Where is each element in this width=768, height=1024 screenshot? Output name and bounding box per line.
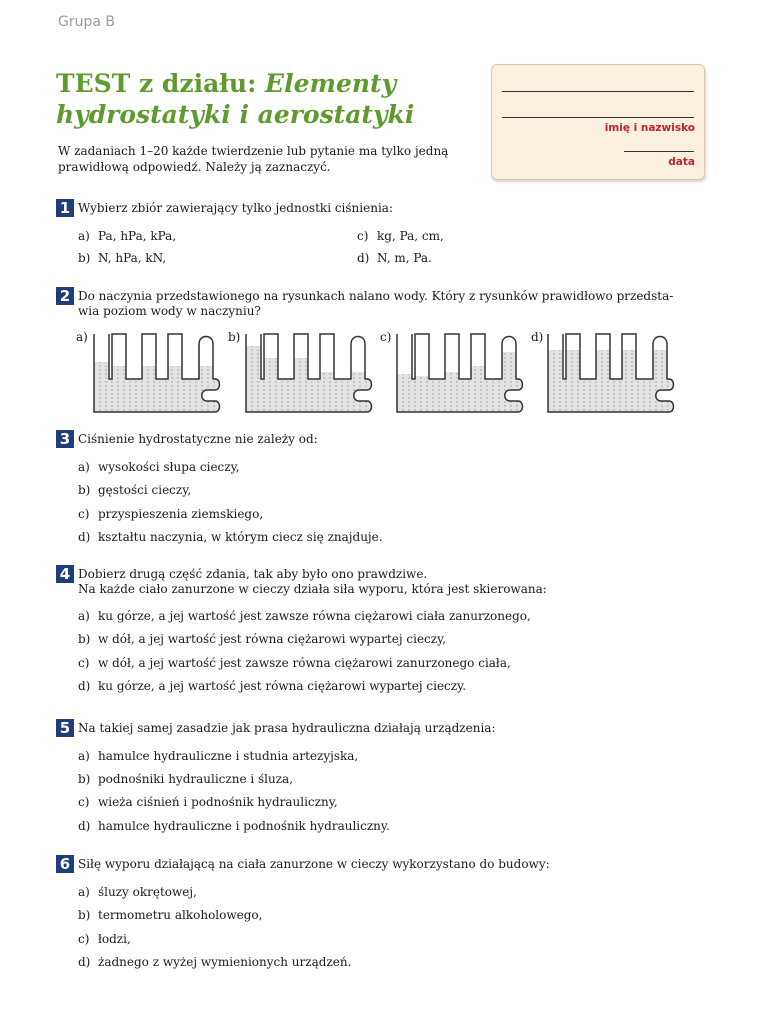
question-number: 1 — [56, 199, 74, 217]
figure-label-b[interactable]: b) — [228, 330, 241, 344]
option-1a[interactable]: a) Pa, hPa, kPa, — [78, 229, 177, 243]
option-1d[interactable]: d) N, m, Pa. — [357, 251, 432, 265]
option-3b[interactable]: b) gęstości cieczy, — [78, 483, 192, 497]
title-regular: TEST z działu: — [56, 69, 266, 98]
figure-label-c[interactable]: c) — [380, 330, 392, 344]
option-3c[interactable]: c) przyspieszenia ziemskiego, — [78, 507, 264, 521]
question-1 — [56, 199, 716, 217]
instructions: W zadaniach 1–20 każde twierdzenie lub pytanie ma tylko jedną prawidłową odpowiedź. Należy ją zaznaczyć. — [58, 144, 449, 174]
name-label: imię i nazwisko — [604, 122, 695, 134]
name-date-box — [491, 64, 705, 180]
question-3 — [56, 430, 716, 448]
question-4 — [56, 565, 716, 597]
question-6 — [56, 855, 716, 873]
question-number: 6 — [56, 855, 74, 873]
title-italic-1: Elementy — [265, 69, 397, 98]
name-line-2[interactable] — [502, 117, 694, 118]
vessel-figure-b[interactable] — [244, 332, 374, 414]
option-4c[interactable]: c) w dół, a jej wartość jest zawsze równa ciężarowi zanurzonego ciała, — [78, 656, 511, 670]
question-2 — [56, 287, 716, 319]
figure-label-a[interactable]: a) — [76, 330, 88, 344]
title-italic-2: hydrostatyki i aerostatyki — [56, 100, 415, 129]
figure-label-d[interactable]: d) — [531, 330, 544, 344]
question-number: 3 — [56, 430, 74, 448]
option-3a[interactable]: a) wysokości słupa cieczy, — [78, 460, 240, 474]
option-4d[interactable]: d) ku górze, a jej wartość jest równa ciężarowi wypartej cieczy. — [78, 679, 467, 693]
question-text: Do naczynia przedstawionego na rysunkach nalano wody. Który z rysunków prawidłowo przedsta- wia poziom wody w naczyniu? — [78, 289, 674, 318]
vessel-figure-c[interactable] — [395, 332, 525, 414]
option-1b[interactable]: b) N, hPa, kN, — [78, 251, 167, 265]
option-5c[interactable]: c) wieża ciśnień i podnośnik hydrauliczny, — [78, 795, 338, 809]
vessel-figure-d[interactable] — [546, 332, 676, 414]
question-text: Na takiej samej zasadzie jak prasa hydrauliczna działają urządzenia: — [78, 721, 496, 735]
option-6c[interactable]: c) łodzi, — [78, 932, 131, 946]
option-4a[interactable]: a) ku górze, a jej wartość jest zawsze równa ciężarowi ciała zanurzonego, — [78, 609, 531, 623]
vessel-figure-a[interactable] — [92, 332, 222, 414]
option-6b[interactable]: b) termometru alkoholowego, — [78, 908, 263, 922]
name-line-1[interactable] — [502, 91, 694, 92]
option-5b[interactable]: b) podnośniki hydrauliczne i śluza, — [78, 772, 294, 786]
question-number: 4 — [56, 565, 74, 583]
question-text: Dobierz drugą część zdania, tak aby było ono prawdziwe. Na każde ciało zanurzone w cieczy działa siła wyporu, która jest skierowana: — [78, 567, 547, 596]
date-line[interactable] — [624, 151, 694, 152]
option-6a[interactable]: a) śluzy okrętowej, — [78, 885, 197, 899]
question-text: Wybierz zbiór zawierający tylko jednostki ciśnienia: — [78, 201, 393, 215]
question-5 — [56, 719, 716, 737]
question-number: 5 — [56, 719, 74, 737]
page-title — [56, 68, 476, 130]
option-5a[interactable]: a) hamulce hydrauliczne i studnia artezyjska, — [78, 749, 359, 763]
question-text: Siłę wyporu działającą na ciała zanurzone w cieczy wykorzystano do budowy: — [78, 857, 550, 871]
option-6d[interactable]: d) żadnego z wyżej wymienionych urządzeń. — [78, 955, 352, 969]
group-label: Grupa B — [58, 14, 115, 30]
date-label: data — [668, 156, 695, 168]
option-3d[interactable]: d) kształtu naczynia, w którym ciecz się znajduje. — [78, 530, 383, 544]
option-4b[interactable]: b) w dół, a jej wartość jest równa ciężarowi wypartej cieczy, — [78, 632, 447, 646]
question-text: Ciśnienie hydrostatyczne nie zależy od: — [78, 432, 318, 446]
option-5d[interactable]: d) hamulce hydrauliczne i podnośnik hydrauliczny. — [78, 819, 390, 833]
option-1c[interactable]: c) kg, Pa, cm, — [357, 229, 444, 243]
question-number: 2 — [56, 287, 74, 305]
